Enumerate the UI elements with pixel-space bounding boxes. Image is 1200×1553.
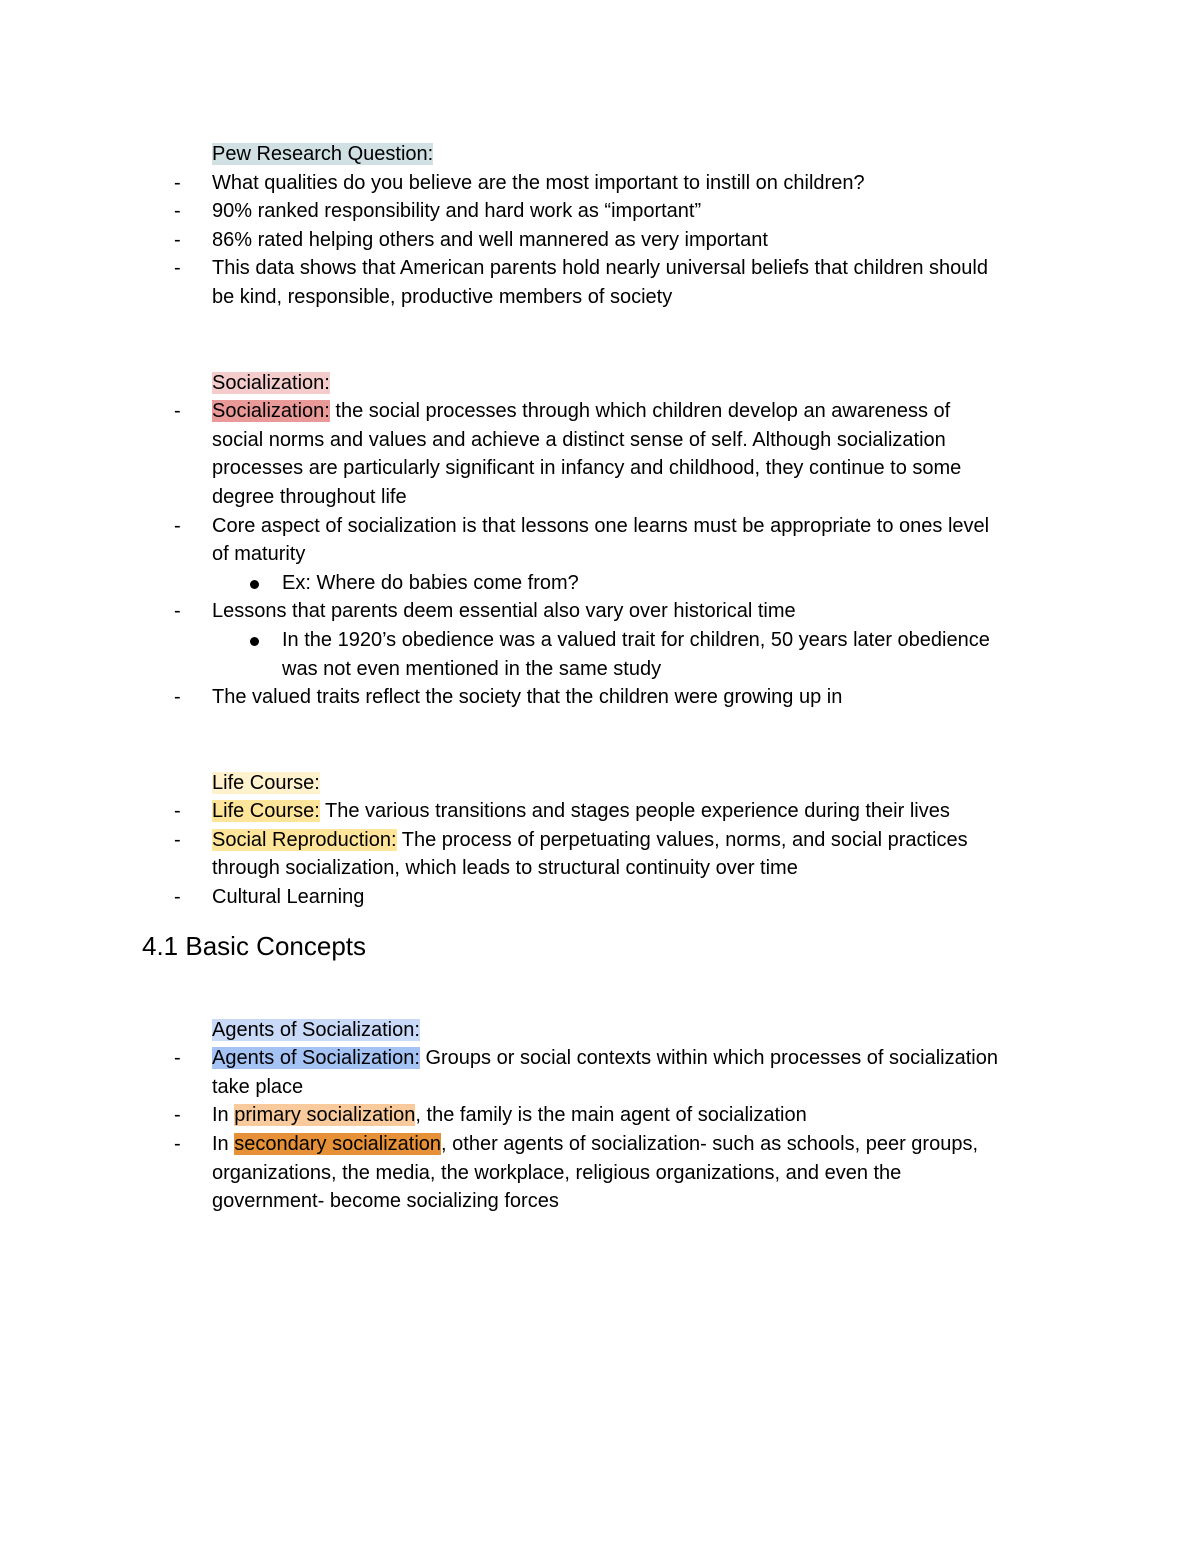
agents-definition xyxy=(0,1044,1072,1073)
pew-heading-line xyxy=(0,140,1072,169)
spacer xyxy=(0,712,1200,769)
social-reproduction-definition xyxy=(0,826,1072,855)
socialization-heading: Socialization: xyxy=(212,371,330,394)
dash-marker: - xyxy=(174,1047,181,1070)
pew-item-text: 90% ranked responsibility and hard work as “important” xyxy=(212,200,702,223)
socialization-definition-continued xyxy=(0,483,1072,512)
secondary-text: , other agents of socialization- such as schools, peer groups, xyxy=(441,1133,978,1156)
agents-heading-line xyxy=(0,1016,1072,1045)
socialization-core xyxy=(0,512,1072,541)
dash-marker: - xyxy=(174,1133,181,1156)
social-reproduction-text: through socialization, which leads to structural continuity over time xyxy=(212,857,798,880)
dash-marker: - xyxy=(174,886,181,909)
social-reproduction-continued xyxy=(0,854,1072,883)
socialization-example-text: In the 1920’s obedience was a valued trait for children, 50 years later obedience xyxy=(282,628,990,651)
life-course-def-text: The various transitions and stages people experience during their lives xyxy=(319,800,950,823)
social-reproduction-term: Social Reproduction: xyxy=(212,828,397,851)
secondary-socialization-continued xyxy=(0,1187,1072,1216)
primary-socialization-term: primary socialization xyxy=(234,1104,416,1127)
document-content xyxy=(0,140,1200,1216)
secondary-text: organizations, the media, the workplace, religious organizations, and even the xyxy=(212,1161,902,1184)
spacer xyxy=(0,312,1200,369)
secondary-socialization-continued xyxy=(0,1159,1072,1188)
socialization-valued xyxy=(0,683,1072,712)
socialization-example-text: was not even mentioned in the same study xyxy=(282,657,662,680)
life-course-heading: Life Course: xyxy=(212,771,320,794)
pew-item-text: This data shows that American parents hold nearly universal beliefs that children should xyxy=(212,257,988,280)
agents-definition-continued xyxy=(0,1073,1072,1102)
pew-item xyxy=(0,226,1072,255)
socialization-lessons xyxy=(0,597,1072,626)
socialization-definition-continued xyxy=(0,454,1072,483)
socialization-example-text: Ex: Where do babies come from? xyxy=(282,571,579,594)
life-course-term: Life Course: xyxy=(212,800,320,823)
dash-marker: - xyxy=(174,171,181,194)
socialization-def-text: the social processes through which children develop an awareness of xyxy=(329,400,951,423)
socialization-def-text: processes are particularly significant in infancy and childhood, they continue to some xyxy=(212,457,962,480)
dash-marker: - xyxy=(174,1104,181,1127)
socialization-term: Socialization: xyxy=(212,400,330,423)
primary-post-text: , the family is the main agent of socialization xyxy=(415,1104,807,1127)
bullet-icon xyxy=(250,637,259,646)
life-course-definition xyxy=(0,797,1072,826)
life-course-heading-line xyxy=(0,769,1072,798)
socialization-core-continued xyxy=(0,540,1072,569)
socialization-core-text: Core aspect of socialization is that lessons one learns must be appropriate to ones level xyxy=(212,514,990,537)
agents-term: Agents of Socialization: xyxy=(212,1047,420,1070)
cultural-learning-text: Cultural Learning xyxy=(212,886,365,909)
secondary-pre-text: In xyxy=(212,1133,235,1156)
agents-heading: Agents of Socialization: xyxy=(212,1018,420,1041)
dash-marker: - xyxy=(174,800,181,823)
dash-marker: - xyxy=(174,200,181,223)
pew-item-text: What qualities do you believe are the most important to instill on children? xyxy=(212,171,865,194)
agents-def-text: Groups or social contexts within which processes of socialization xyxy=(419,1047,998,1070)
pew-item-continued xyxy=(0,283,1072,312)
socialization-lessons-example-continued xyxy=(0,655,1142,684)
pew-item xyxy=(0,254,1072,283)
socialization-def-text: social norms and values and achieve a distinct sense of self. Although socialization xyxy=(212,428,946,451)
dash-marker: - xyxy=(174,228,181,251)
socialization-valued-text: The valued traits reflect the society that the children were growing up in xyxy=(212,686,843,709)
social-reproduction-text: The process of perpetuating values, norms, and social practices xyxy=(396,828,968,851)
socialization-core-example xyxy=(0,569,1142,598)
dash-marker: - xyxy=(174,257,181,280)
pew-item-text: be kind, responsible, productive members of society xyxy=(212,285,673,308)
pew-item xyxy=(0,169,1072,198)
dash-marker: - xyxy=(174,686,181,709)
socialization-lessons-text: Lessons that parents deem essential also vary over historical time xyxy=(212,600,796,623)
socialization-heading-line xyxy=(0,369,1072,398)
primary-pre-text: In xyxy=(212,1104,235,1127)
dash-marker: - xyxy=(174,828,181,851)
socialization-core-text: of maturity xyxy=(212,543,306,566)
socialization-lessons-example xyxy=(0,626,1142,655)
socialization-definition xyxy=(0,397,1072,426)
bullet-icon xyxy=(250,580,259,589)
socialization-definition-continued xyxy=(0,426,1072,455)
agents-def-text: take place xyxy=(212,1075,304,1098)
primary-socialization-item xyxy=(0,1101,1072,1130)
pew-item xyxy=(0,197,1072,226)
socialization-def-text: degree throughout life xyxy=(212,485,407,508)
dash-marker: - xyxy=(174,400,181,423)
pew-heading: Pew Research Question: xyxy=(212,143,434,165)
secondary-text: government- become socializing forces xyxy=(212,1190,559,1213)
secondary-socialization-item xyxy=(0,1130,1072,1159)
secondary-socialization-term: secondary socialization xyxy=(234,1133,442,1156)
section-heading: 4.1 Basic Concepts xyxy=(142,930,367,961)
dash-marker: - xyxy=(174,600,181,623)
dash-marker: - xyxy=(174,514,181,537)
cultural-learning xyxy=(0,883,1072,912)
pew-item-text: 86% rated helping others and well mannered as very important xyxy=(212,228,768,251)
